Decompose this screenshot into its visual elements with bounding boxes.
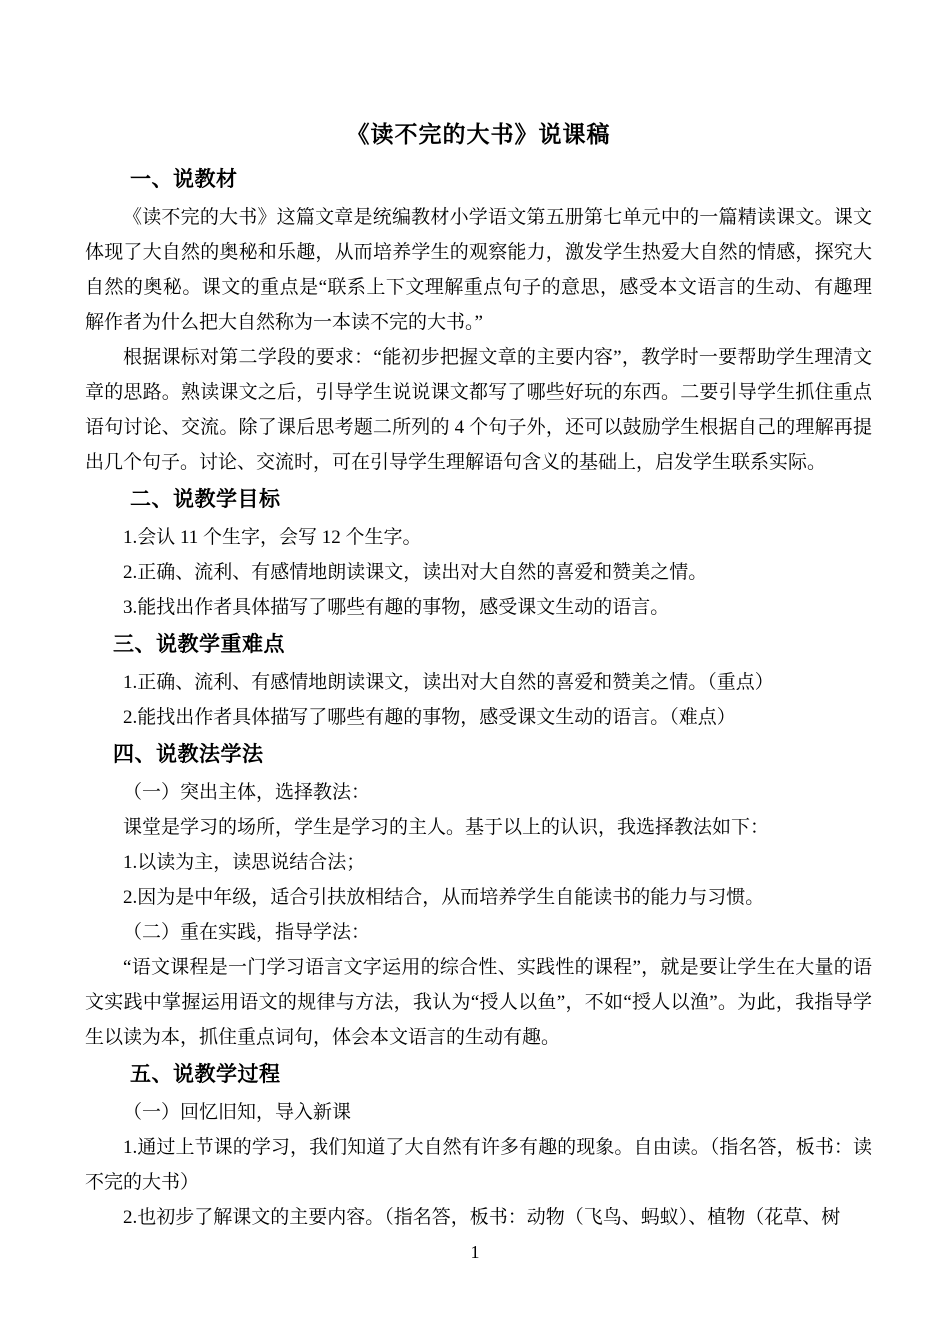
paragraph: 2.正确、流利、有感情地朗读课文，读出对大自然的喜爱和赞美之情。 [123, 562, 708, 583]
paragraph: 2.因为是中年级，适合引扶放相结合，从而培养学生自能读书的能力与习惯。 [123, 887, 765, 908]
paragraph: 课堂是学习的场所，学生是学习的主人。基于以上的认识，我选择教法如下： [123, 817, 770, 838]
paragraph: “语文课程是一门学习语言文字运用的综合性、实践性的课程”，就是要让学生在大量的语文实践中掌握运用语文的规律与方法，我认为“授人以鱼”，不如“授人以渔”。为此，我指导学生以读为本，抓住重点词句，体会本文语言的生动有趣。 [85, 957, 872, 1048]
paragraph: 2.也初步了解课文的主要内容。（指名答，板书：动物（飞鸟、蚂蚁）、植物（花草、树 [123, 1207, 841, 1228]
section-heading: 四、说教法学法 [113, 743, 264, 766]
paragraph: 1.会认 11 个生字，会写 12 个生字。 [123, 527, 422, 548]
section-heading: 二、说教学目标 [130, 488, 281, 511]
document-title: 《读不完的大书》说课稿 [346, 121, 611, 147]
paragraph: 根据课标对第二学段的要求：“能初步把握文章的主要内容”，教学时一要帮助学生理清文章的思路。熟读课文之后，引导学生说说课文都写了哪些好玩的东西。二要引导学生抓住重点语句讨论、交流。除了课后思考题二所列的 4 个句子外，还可以鼓励学生根据自己的理解再提出几个句子。讨论、交流时，可在引导学生理解语句含义的基础上，启发学生联系实际。 [85, 347, 872, 473]
paragraph: （一）回忆旧知，导入新课 [123, 1102, 352, 1123]
paragraph: 1.正确、流利、有感情地朗读课文，读出对大自然的喜爱和赞美之情。（重点） [123, 672, 774, 693]
paragraph: （二）重在实践，指导学法： [123, 922, 371, 943]
paragraph: 2.能找出作者具体描写了哪些有趣的事物，感受课文生动的语言。（难点） [123, 707, 736, 728]
paragraph: （一）突出主体，选择教法： [123, 782, 371, 803]
document-content [85, 112, 872, 1235]
page-number: 1 [470, 1242, 480, 1262]
paragraph: 1.以读为主，读思说结合法； [123, 852, 366, 873]
section-heading: 一、说教材 [130, 168, 238, 191]
section-heading: 三、说教学重难点 [113, 633, 285, 656]
paragraph: 1.通过上节课的学习，我们知道了大自然有许多有趣的现象。自由读。（指名答，板书：读不完的大书） [85, 1137, 872, 1193]
paragraph: 《读不完的大书》这篇文章是统编教材小学语文第五册第七单元中的一篇精读课文。课文体现了大自然的奥秘和乐趣，从而培养学生的观察能力，激发学生热爱大自然的情感，探究大自然的奥秘。课文的重点是“联系上下文理解重点句子的意思，感受本文语言的生动、有趣理解作者为什么把大自然称为一本读不完的大书。” [85, 207, 872, 333]
section-heading: 五、说教学过程 [130, 1063, 281, 1086]
document-body [85, 160, 872, 1235]
paragraph: 3.能找出作者具体描写了哪些有趣的事物，感受课文生动的语言。 [123, 597, 670, 618]
